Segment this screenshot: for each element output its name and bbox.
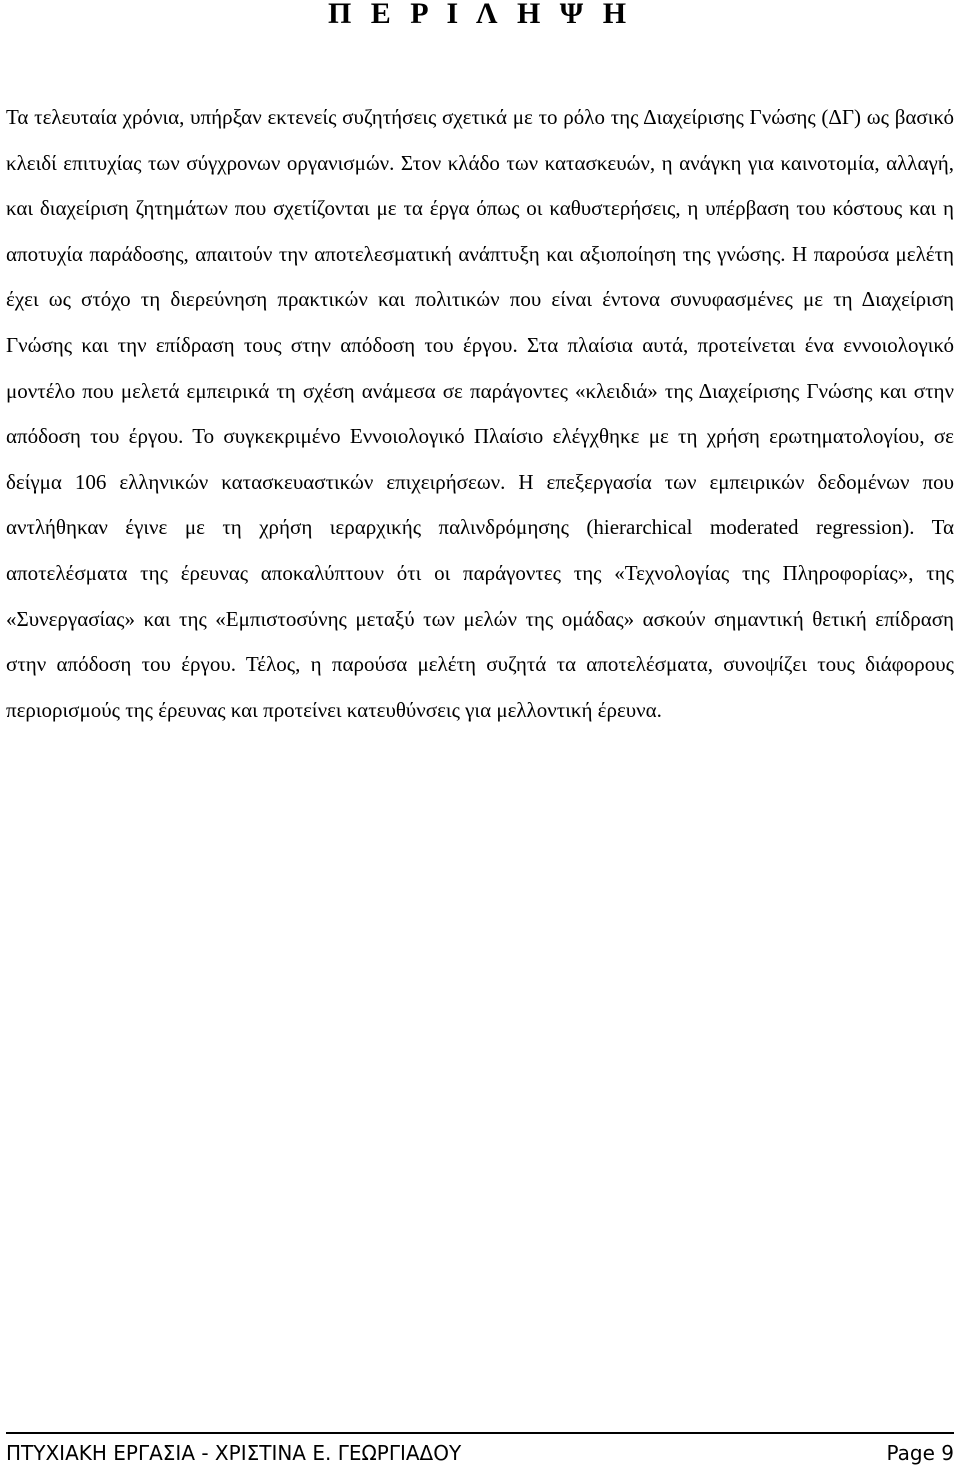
abstract-paragraph: Τα τελευταία χρόνια, υπήρξαν εκτενείς συζητήσεις σχετικά με το ρόλο της Διαχείρισης Γνώσης (ΔΓ) ως βασικό κλειδί επιτυχίας των σύγχρονων οργανισμών. Στον κλάδο των κατασκευών, η ανάγκη για καινοτομία, αλλαγή, και διαχείριση ζητημάτων που σχετίζονται με τα έργα όπως οι καθυστερήσεις, η υπέρβαση του κόστους και η αποτυχία παράδοσης, απαιτούν την αποτελεσματική ανάπτυξη και αξιοποίηση της γνώσης. Η παρούσα μελέτη έχει ως στόχο τη διερεύνηση πρακτικών και πολιτικών που είναι έντονα συνυφασμένες με τη Διαχείριση Γνώσης και την επίδραση τους στην απόδοση του έργου. Στα πλαίσια αυτά, προτείνεται ένα εννοιολογικό μοντέλο που μελετά εμπειρικά τη σχέση ανάμεσα σε παράγοντες «κλειδιά» της Διαχείρισης Γνώσης και στην απόδοση του έργου. Το συγκεκριμένο Εννοιολογικό Πλαίσιο ελέγχθηκε με τη χρήση ερωτηματολογίου, σε δείγμα 106 ελληνικών κατασκευαστικών επιχειρήσεων. Η επεξεργασία των εμπειρικών δεδομένων που αντλήθηκαν έγινε με τη χρήση ιεραρχικής παλινδρόμησης (hierarchical moderated regression). Τα αποτελέσματα της έρευνας αποκαλύπτουν ότι οι παράγοντες της «Τεχνολογίας της Πληροφορίας», της «Συνεργασίας» και της «Εμπιστοσύνης μεταξύ των μελών της ομάδας» ασκούν σημαντική θετική επίδραση στην απόδοση του έργου. Τέλος, η παρούσα μελέτη συζητά τα αποτελέσματα, συνοψίζει τους διάφορους περιορισμούς της έρευνας και προτείνει κατευθύνσεις για μελλοντική έρευνα. xyxy=(6,105,954,722)
footer-author-text: ΠΤΥΧΙΑΚΗ ΕΡΓΑΣΙΑ - ΧΡΙΣΤΙΝΑ Ε. ΓΕΩΡΓΙΑΔΟΥ xyxy=(6,1441,462,1465)
page-number: Page 9 xyxy=(886,1441,954,1465)
page-footer xyxy=(6,1439,954,1467)
page-title: Π Ε Ρ Ι Λ Η Ψ Η xyxy=(327,0,633,30)
footer-divider xyxy=(6,1432,954,1434)
